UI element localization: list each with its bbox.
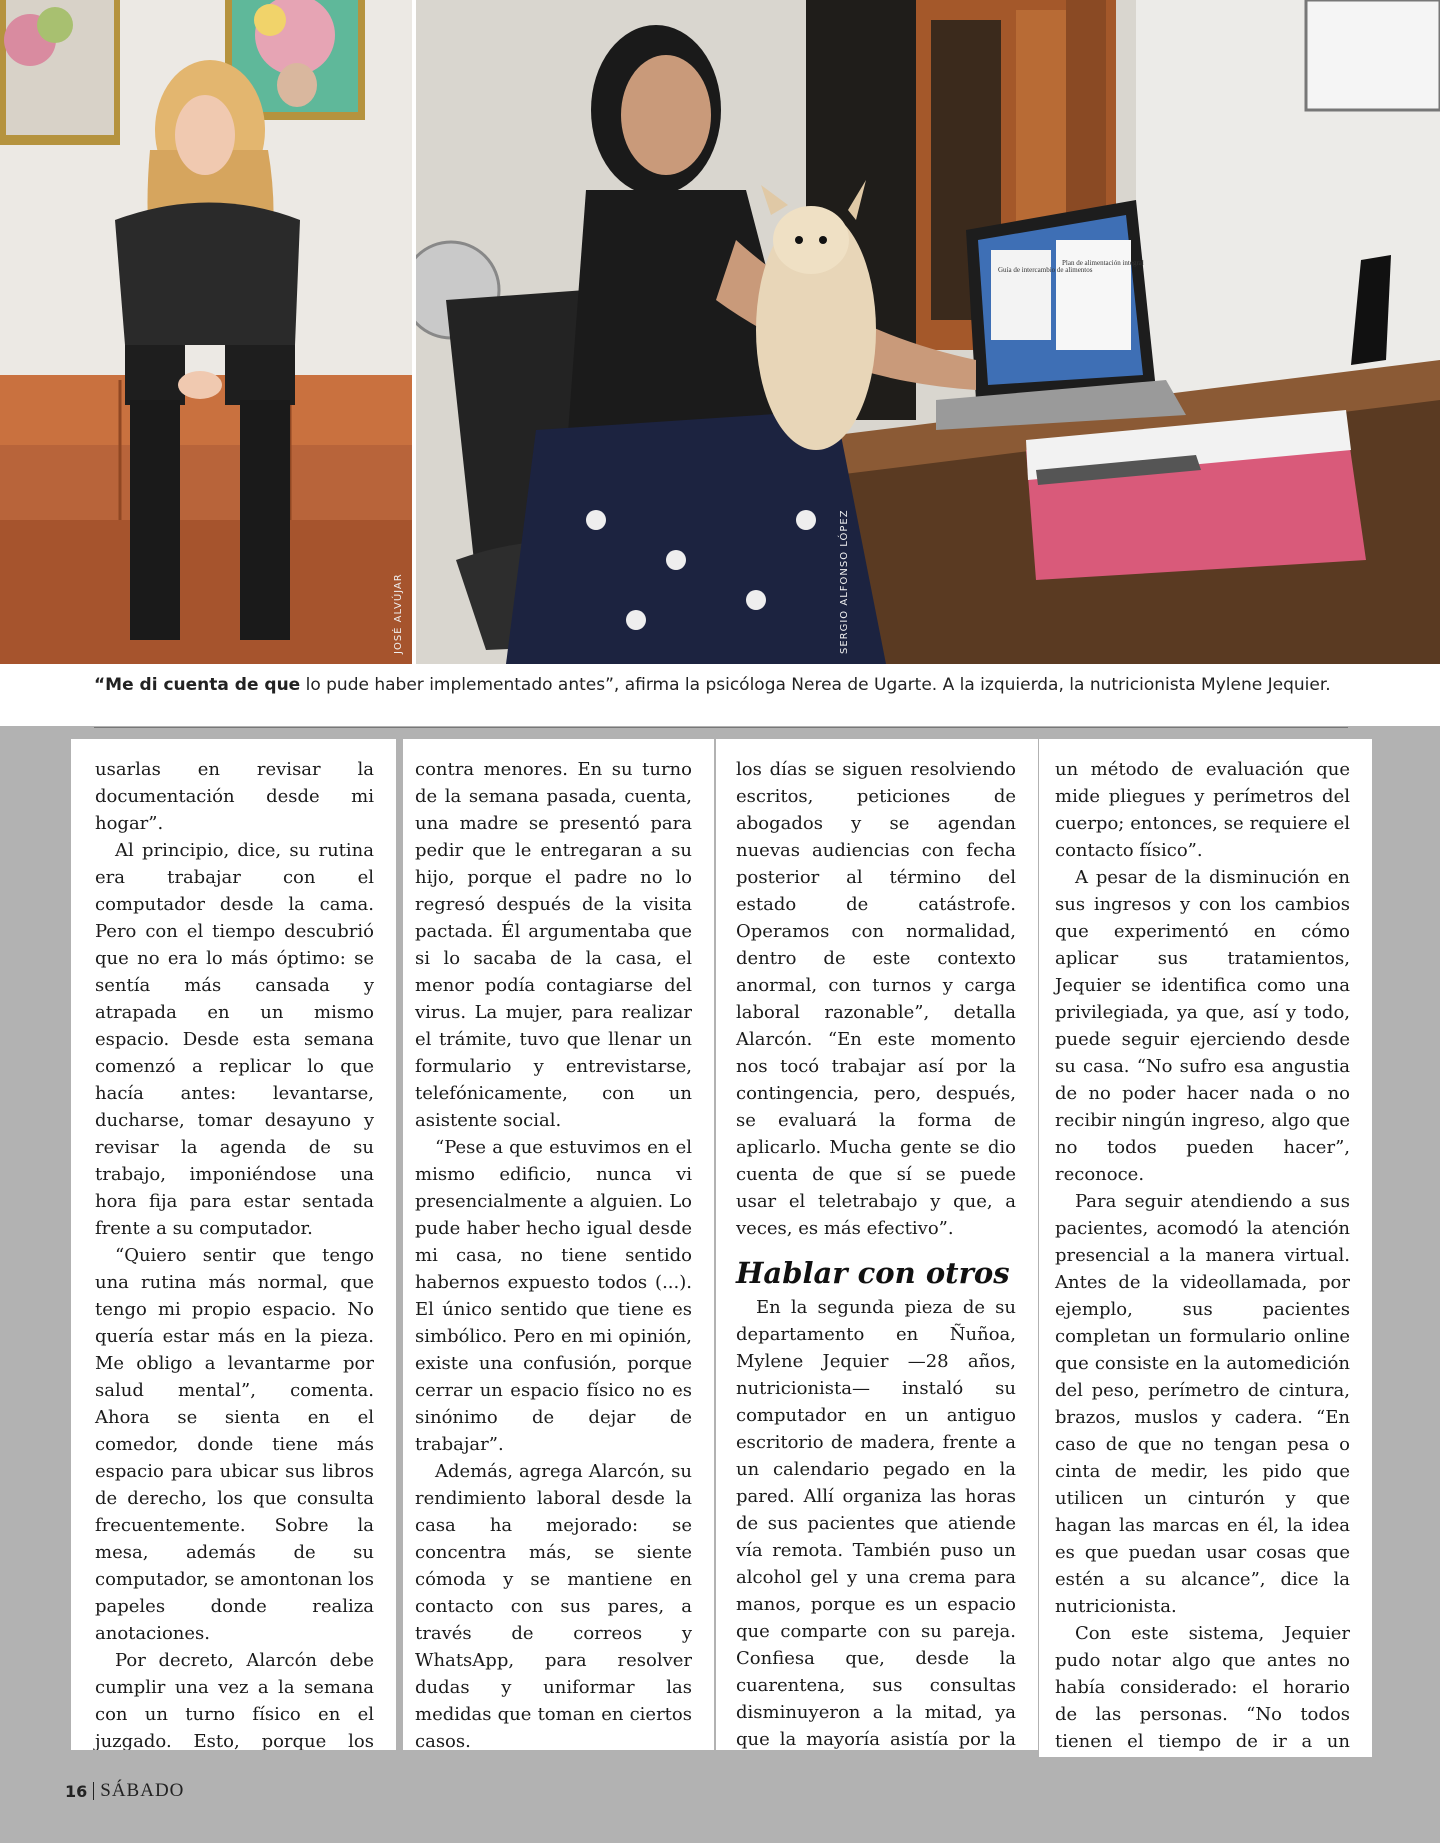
photo-spread	[0, 0, 1440, 664]
photo-mylene-jequier	[0, 0, 412, 664]
paragraph: contra menores. En su turno de la semana pasada, cuenta, una madre se presentó para pedir que le entregaran a su hijo, porque el padre no lo regresó después de la visita pactada. Él argumentaba que si lo sacaba de la casa, el menor podía contagiarse del virus. La mujer, para realizar el trámite, tuvo que llenar un formulario y entrevistarse, telefónicamente, con un asistente social.	[415, 759, 692, 1131]
paragraph: un método de evaluación que mide pliegues y perímetros del cuerpo; entonces, se requiere el contacto físico”.	[1055, 759, 1350, 861]
caption-text: lo pude haber implementado antes”, afirma la psicóloga Nerea de Ugarte. A la izquierda, la nutricionista Mylene Jequier.	[300, 675, 1331, 695]
paragraph: usarlas en revisar la documentación desde mi hogar”.	[95, 759, 374, 834]
photo-caption	[94, 674, 1344, 697]
paragraph: Para seguir atendiendo a sus pacientes, acomodó la atención presencial a la manera virtual. Antes de la videollamada, por ejemplo, sus pacientes completan un formulario online que consiste en la automedición del peso, perímetro de cintura, brazos, muslos y cadera. “En caso de que no tengan pesa o cinta de medir, les pido que utilicen un cinturón y que hagan las marcas en él, la idea es que puedan usar cosas que estén a su alcance”, dice la nutricionista.	[1055, 1191, 1350, 1617]
magazine-logo: SÁBADO	[100, 1780, 185, 1801]
paragraph: “Pese a que estuvimos en el mismo edificio, nunca vi presencialmente a alguien. Lo pude haber hecho igual desde mi casa, no tiene sentido habernos expuesto todos (...). El único sentido que tiene es simbólico. Pero en mi opinión, existe una confusión, porque cerrar un espacio físico no es sinónimo de dejar de trabajar”.	[415, 1137, 692, 1455]
laptop-doc-2: Plan de alimentación integral	[1062, 259, 1144, 267]
paragraph: “Quiero sentir que tengo una rutina más normal, que tengo mi propio espacio. No quería estar más en la pieza. Me obligo a levantarme por salud mental”, comenta. Ahora se sienta en el comedor, donde tiene más espacio para ubicar sus libros de derecho, los que consulta frecuentemente. Sobre la mesa, además de su computador, se amontonan los papeles donde realiza anotaciones.	[95, 1245, 374, 1644]
paragraph: Por decreto, Alarcón debe cumplir una vez a la semana con un turno físico en el juzgado. Esto, porque los	[95, 1650, 374, 1750]
photo-left-illustration	[0, 0, 412, 664]
paragraph: los días se siguen resolviendo escritos, peticiones de abogados y se agendan nuevas audiencias con fecha posterior al término del estado de catástrofe. Operamos con normalidad, dentro de este contexto anormal, con turnos y carga laboral razonable”, detalla Alarcón. “En este momento nos tocó trabajar así por la contingencia, pero, después, se evaluará la forma de aplicarlo. Mucha gente se dio cuenta de que sí se puede usar el teletrabajo y que, a veces, es más efectivo”.	[736, 759, 1016, 1239]
paragraph: En la segunda pieza de su departamento en Ñuñoa, Mylene Jequier —28 años, nutricionista— instaló su computador en un antiguo escritorio de madera, frente a un calendario pegado en la pared. Allí organiza las horas de sus pacientes que atiende vía remota. También puso un alcohol gel y una crema para manos, porque es un espacio que comparte con su pareja. Confiesa que, desde la cuarentena, sus consultas disminuyeron a la mitad, ya que la mayoría asistía por la	[736, 1297, 1016, 1750]
footer-divider	[93, 1782, 94, 1800]
photo-right-illustration	[416, 0, 1440, 664]
paragraph: Con este sistema, Jequier pudo notar algo que antes no había considerado: el horario de las personas. “No todos tienen el tiempo de ir a un	[1055, 1623, 1350, 1752]
photo-nerea-de-ugarte	[416, 0, 1440, 664]
article-column-4	[1039, 739, 1372, 1757]
photo-credit-right: SERGIO ALFONSO LÓPEZ	[839, 509, 850, 654]
caption-lead: “Me di cuenta de que	[94, 675, 301, 695]
caption-band	[0, 664, 1440, 726]
section-subhead: Hablar con otros	[736, 1256, 1010, 1290]
page-footer	[65, 1780, 184, 1802]
paragraph: Al principio, dice, su rutina era trabajar con el computador desde la cama. Pero con el tiempo descubrió que no era lo más óptimo: se sentía más cansada y atrapada en un mismo espacio. Desde esta semana comenzó a replicar lo que hacía antes: levantarse, ducharse, tomar desayuno y revisar la agenda de su trabajo, imponiéndose una hora fija para estar sentada frente a su computador.	[95, 840, 374, 1239]
laptop-doc-1: Guía de intercambio de alimentos	[998, 266, 1093, 274]
article-column-3	[716, 739, 1038, 1750]
article-column-2	[403, 739, 714, 1750]
paragraph: A pesar de la disminución en sus ingresos y con los cambios que experimentó en cómo aplicar sus tratamientos, Jequier se identifica como una privilegiada, ya que, así y todo, puede seguir ejerciendo desde su casa. “No sufro esa angustia de no poder hacer nada o no recibir ningún ingreso, algo que no todos pueden hacer”, reconoce.	[1055, 867, 1350, 1185]
caption-divider	[94, 727, 1348, 728]
photo-credit-left: JOSÉ ALVÚJAR	[393, 573, 404, 654]
page-number: 16	[65, 1781, 88, 1801]
paragraph: Además, agrega Alarcón, su rendimiento laboral desde la casa ha mejorado: se concentra más, se siente cómoda y se mantiene en contacto con sus pares, a través de correos y WhatsApp, para resolver dudas y uniformar las medidas que toman en ciertos casos.	[415, 1461, 692, 1750]
article-column-1	[71, 739, 396, 1750]
